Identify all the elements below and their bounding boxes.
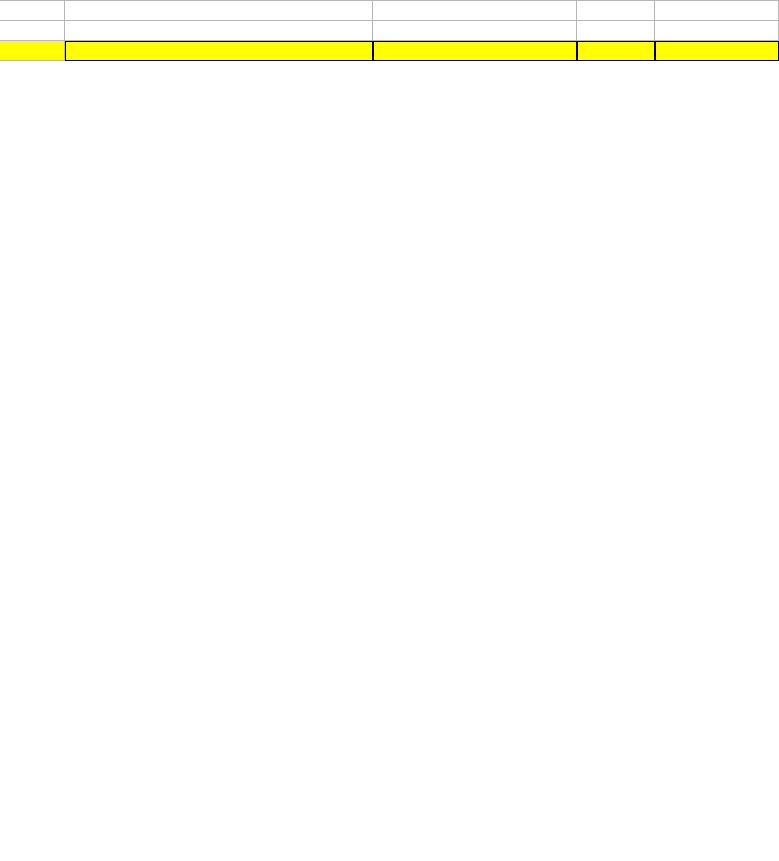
header-bywhen-cell[interactable] bbox=[577, 41, 655, 61]
header-num-cell[interactable] bbox=[0, 41, 65, 61]
header-action-cell[interactable] bbox=[373, 41, 577, 61]
header-row bbox=[0, 41, 779, 61]
title-row bbox=[0, 1, 779, 21]
blank-cell[interactable] bbox=[65, 21, 373, 41]
title-row-owner-cell[interactable] bbox=[655, 1, 779, 21]
blank-cell[interactable] bbox=[577, 21, 655, 41]
blank-cell[interactable] bbox=[0, 21, 65, 41]
blank-cell[interactable] bbox=[655, 21, 779, 41]
title-cell[interactable] bbox=[65, 1, 373, 21]
blank-row bbox=[0, 21, 779, 41]
title-row-bywhen-cell[interactable] bbox=[577, 1, 655, 21]
header-owner-cell[interactable] bbox=[655, 41, 779, 61]
blank-cell[interactable] bbox=[373, 21, 577, 41]
title-row-action-cell[interactable] bbox=[373, 1, 577, 21]
title-row-num-cell[interactable] bbox=[0, 1, 65, 21]
header-points-cell[interactable] bbox=[65, 41, 373, 61]
